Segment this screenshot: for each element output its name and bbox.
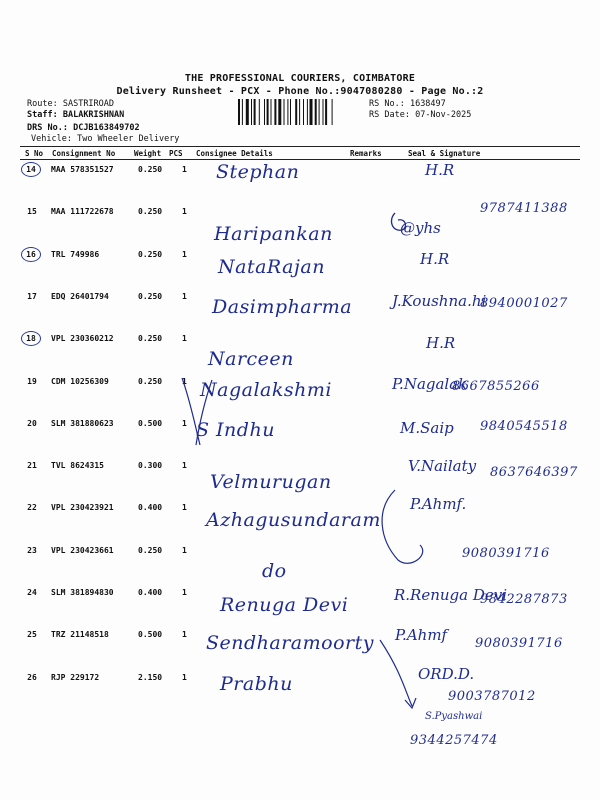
barcode-bar (287, 99, 288, 125)
handwritten-signature: R.Renuga Devi (394, 586, 508, 604)
rs-no-label: RS No.: (369, 99, 405, 109)
row-sno: 24 (27, 588, 37, 597)
row-consignment: MAA 111722678 (51, 207, 114, 216)
col-weight: Weight (134, 149, 162, 158)
drs-line (27, 123, 140, 133)
barcode-bar (278, 99, 281, 125)
handwritten-phone: 9840545518 (480, 419, 568, 434)
handwritten-signature: @yhs (400, 219, 441, 237)
handwritten-consignee-name: Prabhu (220, 673, 293, 695)
table-row (0, 292, 600, 334)
table-row (0, 334, 600, 376)
row-pcs: 1 (182, 292, 187, 301)
row-consignment: TRZ 21148518 (51, 630, 109, 639)
row-consignment: VPL 230360212 (51, 334, 114, 343)
route-value: SASTRIROAD (62, 99, 115, 109)
row-sno: 22 (27, 503, 37, 512)
barcode-bar (315, 99, 317, 125)
handwritten-signature: M.Saip (400, 419, 454, 437)
row-sno: 20 (27, 419, 37, 428)
row-pcs: 1 (182, 377, 187, 386)
handwritten-consignee-name: Azhagusundaram (206, 509, 381, 531)
table-row (0, 588, 600, 630)
handwritten-consignee-name: Sendharamoorty (206, 632, 374, 654)
row-weight: 0.400 (138, 503, 163, 512)
row-pcs: 1 (182, 334, 187, 343)
handwritten-phone: 9842287873 (480, 592, 568, 607)
row-consignment: EDQ 26401794 (51, 292, 109, 301)
row-weight: 2.150 (138, 673, 163, 682)
row-weight: 0.250 (138, 165, 163, 174)
row-consignment: VPL 230423921 (51, 503, 114, 512)
handwritten-signature: J.Koushna.hi (392, 292, 487, 310)
barcode-bar (284, 99, 285, 125)
drs-label: DRS No.: (27, 123, 68, 133)
rs-date-line (369, 110, 471, 120)
company-title: THE PROFESSIONAL COURIERS, COIMBATORE (184, 73, 416, 84)
row-consignment: MAA 578351527 (51, 165, 114, 174)
barcode-bar (325, 99, 327, 125)
handwritten-consignee-name: Velmurugan (210, 471, 332, 493)
runsheet-subtitle: Delivery Runsheet - PCX - Phone No.:9047080280 - Page No.:2 (116, 86, 484, 97)
table-row (0, 201, 600, 249)
vehicle-value: Two Wheeler Delivery (77, 134, 180, 144)
table-row (0, 626, 600, 672)
row-sno: 16 (21, 247, 41, 262)
handwritten-phone: 9080391716 (462, 546, 550, 561)
handwritten-phone: 8637646397 (490, 465, 578, 480)
barcode-bar (290, 99, 291, 125)
barcode-bar (254, 99, 256, 125)
rs-no-value: 1638497 (409, 99, 446, 109)
row-sno: 26 (27, 673, 37, 682)
row-weight: 0.250 (138, 334, 163, 343)
row-pcs: 1 (182, 503, 187, 512)
handwritten-signature: P.Nagalak (392, 375, 468, 393)
barcode-bar (307, 99, 308, 125)
row-weight: 0.500 (138, 419, 163, 428)
table-row (0, 377, 600, 419)
staff-value: BALAKRISHNAN (62, 110, 125, 120)
row-sno: 14 (21, 162, 41, 177)
handwritten-phone: 9080391716 (475, 636, 563, 651)
table-row (0, 665, 600, 715)
handwritten-phone: 9787411388 (480, 201, 568, 216)
handwritten-consignee-name: NataRajan (218, 256, 325, 278)
footer-phone: 9344257474 (410, 733, 498, 748)
vehicle-label: Vehicle: (31, 134, 72, 144)
handwritten-consignee-name: S Indhu (196, 419, 275, 441)
staff-line (27, 110, 124, 120)
handwritten-phone: 8667855266 (452, 379, 540, 394)
handwritten-consignee-name: Dasimpharma (212, 296, 353, 318)
row-sno: 19 (27, 377, 37, 386)
row-consignment: VPL 230423661 (51, 546, 114, 555)
barcode-bar (310, 99, 313, 125)
barcode-bar (271, 99, 272, 125)
row-consignment: TRL 749986 (51, 250, 100, 259)
barcode-bar (259, 99, 260, 125)
barcode-bar (299, 99, 300, 125)
barcode (238, 99, 362, 125)
barcode-bar (303, 99, 304, 125)
handwritten-signature: H.R (425, 161, 455, 179)
col-remarks: Remarks (350, 149, 382, 158)
col-consignee: Consignee Details (196, 149, 273, 158)
row-weight: 0.250 (138, 377, 163, 386)
col-seal: Seal & Signature (408, 149, 481, 158)
row-pcs: 1 (182, 250, 187, 259)
barcode-bar (251, 99, 252, 125)
route-line (27, 99, 114, 109)
row-pcs: 1 (182, 419, 187, 428)
header-rule-top (20, 146, 580, 147)
handwritten-signature: V.Nailaty (408, 457, 477, 475)
header-rule-bottom (20, 159, 580, 160)
handwritten-consignee-name: Stephan (216, 161, 300, 183)
handwritten-signature: P.Ahmf (395, 626, 448, 644)
handwritten-consignee-name: do (262, 560, 287, 582)
barcode-bar (274, 99, 276, 125)
row-consignment: RJP 229172 (51, 673, 100, 682)
col-sno: S No (25, 149, 44, 158)
barcode-bar (295, 99, 297, 125)
barcode-bar (332, 99, 333, 125)
barcode-bar (238, 99, 240, 125)
handwritten-consignee-name: Narceen (208, 348, 294, 370)
staff-label: Staff: (27, 110, 58, 120)
barcode-bar (264, 99, 265, 125)
row-weight: 0.250 (138, 546, 163, 555)
row-pcs: 1 (182, 673, 187, 682)
barcode-bar (246, 99, 249, 125)
handwritten-phone: 9003787012 (448, 689, 536, 704)
route-label: Route: (27, 99, 58, 109)
handwritten-phone: 8940001027 (480, 296, 568, 311)
handwritten-signature: P.Ahmf. (410, 495, 467, 513)
rs-no-line (369, 99, 446, 109)
row-weight: 0.250 (138, 250, 163, 259)
row-sno: 17 (27, 292, 37, 301)
row-pcs: 1 (182, 588, 187, 597)
table-row (0, 419, 600, 461)
row-sno: 18 (21, 331, 41, 346)
barcode-bar (323, 99, 324, 125)
handwritten-consignee-name: Haripankan (214, 223, 333, 245)
barcode-bar (242, 99, 243, 125)
table-row (0, 495, 600, 545)
row-pcs: 1 (182, 461, 187, 470)
handwritten-consignee-name: Renuga Devi (220, 594, 349, 616)
footer-signer: S.Pyashwai (425, 711, 483, 722)
vehicle-line (31, 134, 179, 144)
row-weight: 0.300 (138, 461, 163, 470)
rs-date-value: 07-Nov-2025 (415, 110, 472, 120)
row-pcs: 1 (182, 546, 187, 555)
row-consignment: CDM 10256309 (51, 377, 109, 386)
row-weight: 0.250 (138, 207, 163, 216)
rs-date-label: RS Date: (369, 110, 410, 120)
table-row (0, 457, 600, 503)
row-pcs: 1 (182, 165, 187, 174)
handwritten-signature: ORD.D. (418, 665, 475, 683)
handwritten-signature: H.R (426, 334, 456, 352)
row-consignment: TVL 8624315 (51, 461, 104, 470)
handwritten-signature: H.R (420, 250, 450, 268)
table-row (0, 250, 600, 292)
row-pcs: 1 (182, 207, 187, 216)
table-row (0, 546, 600, 588)
row-sno: 23 (27, 546, 37, 555)
row-sno: 25 (27, 630, 37, 639)
row-pcs: 1 (182, 630, 187, 639)
row-sno: 15 (27, 207, 37, 216)
row-consignment: SLM 381880623 (51, 419, 114, 428)
barcode-bar (267, 99, 269, 125)
row-weight: 0.500 (138, 630, 163, 639)
row-weight: 0.250 (138, 292, 163, 301)
col-consignment: Consignment No (52, 149, 116, 158)
col-pcs: PCS (169, 149, 183, 158)
row-sno: 21 (27, 461, 37, 470)
handwritten-consignee-name: Nagalakshmi (200, 379, 332, 401)
row-consignment: SLM 381894830 (51, 588, 114, 597)
drs-value: DCJB163849702 (73, 123, 140, 133)
barcode-bar (319, 99, 320, 125)
row-weight: 0.400 (138, 588, 163, 597)
